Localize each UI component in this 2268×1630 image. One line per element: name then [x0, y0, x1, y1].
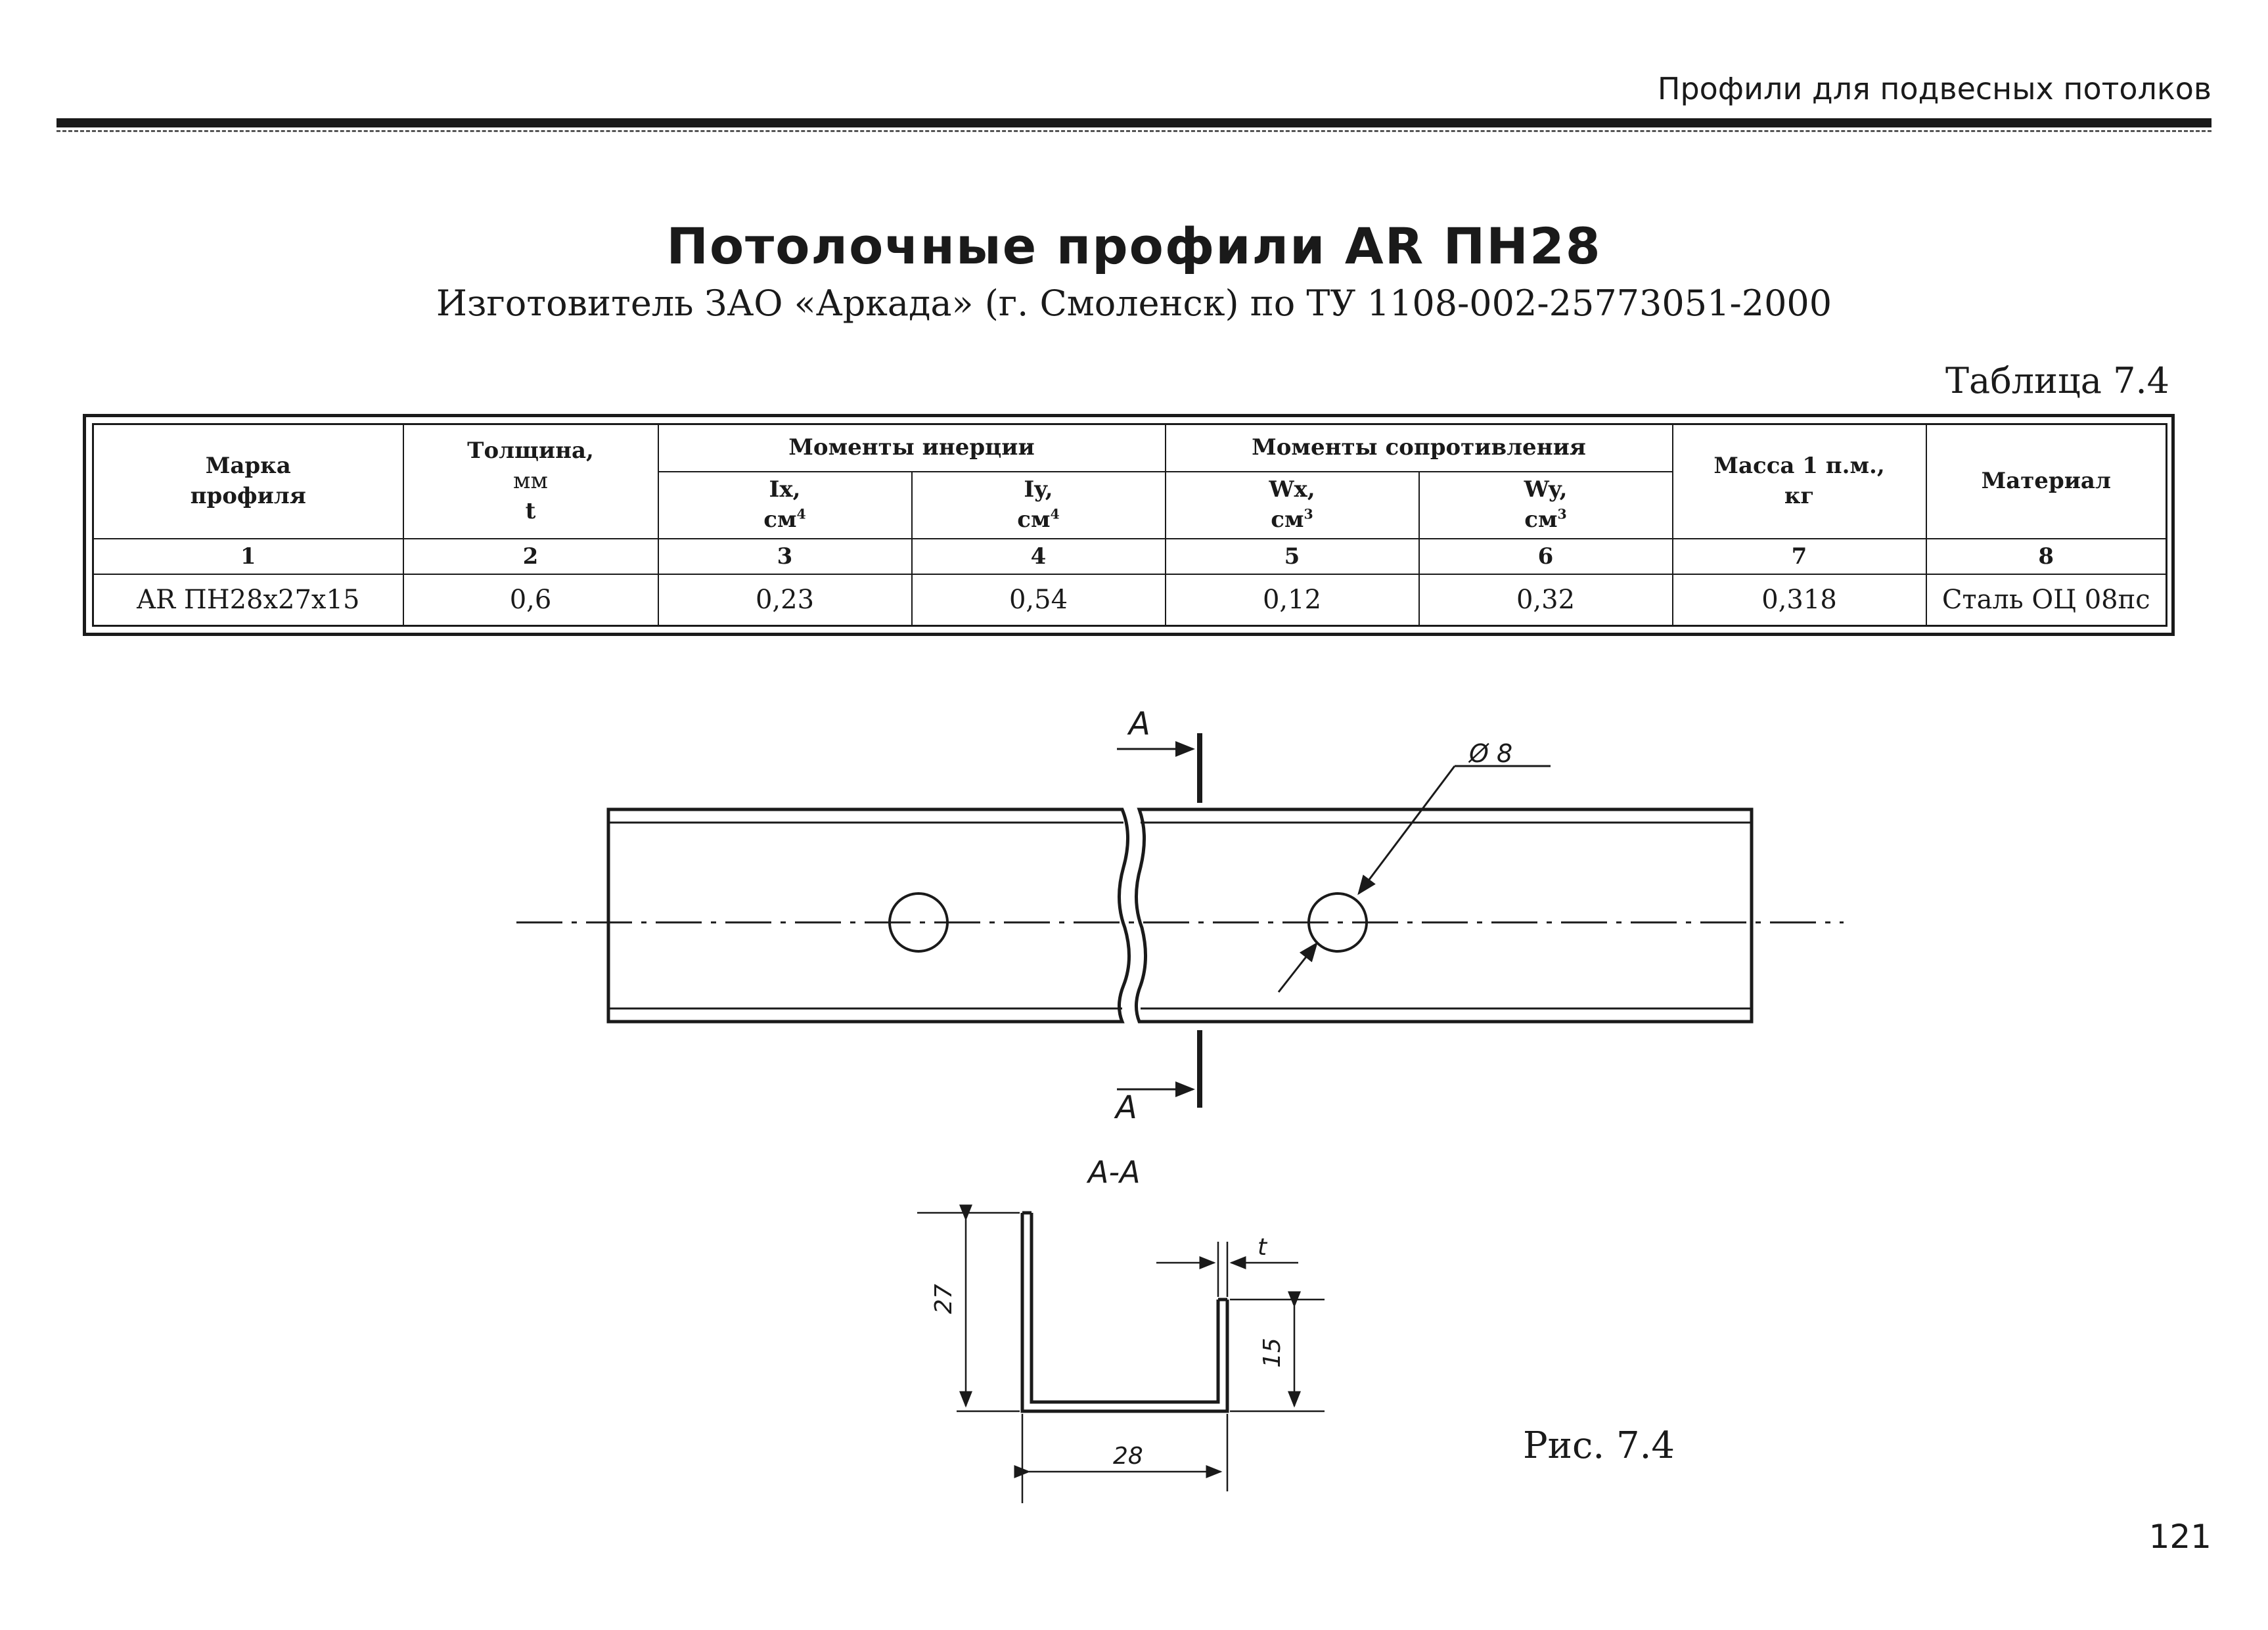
dim-width-label: 28: [1113, 1443, 1143, 1470]
header-resistance: Моменты сопротивления: [1166, 424, 1673, 472]
column-number: 4: [912, 539, 1166, 574]
header-inertia: Моменты инерции: [658, 424, 1166, 472]
page-subtitle: Изготовитель ЗАО «Аркада» (г. Смоленск) по ТУ 1108-002-25773051-2000: [436, 283, 1832, 324]
column-number: 3: [658, 539, 912, 574]
column-number: 6: [1419, 539, 1673, 574]
section-mark-bottom: A: [1116, 1089, 1137, 1126]
column-number: 5: [1166, 539, 1419, 574]
header-material: Материал: [1926, 424, 2167, 539]
header-mark: Марка профиля: [93, 424, 403, 539]
section-mark-top: A: [1129, 706, 1150, 742]
header-wy: Wy, $см^3$: [1419, 472, 1673, 539]
header-iy: Iy, $см^4$: [912, 472, 1166, 539]
cell-ix: 0,23: [658, 574, 912, 626]
cell-thickness: 0,6: [403, 574, 658, 626]
dim-flange-label: 15: [1259, 1338, 1286, 1368]
section-marks: [1117, 733, 1200, 1108]
column-number: 7: [1673, 539, 1926, 574]
header-ix: Ix, $см^4$: [658, 472, 912, 539]
column-number: 2: [403, 539, 658, 574]
cell-wy: 0,32: [1419, 574, 1673, 626]
plan-view: [516, 809, 1844, 1022]
cell-mass: 0,318: [1673, 574, 1926, 626]
section-title: A-A: [1088, 1154, 1141, 1190]
table-caption: Таблица 7.4: [1945, 360, 2169, 401]
cell-material: Сталь ОЦ 08пс: [1926, 574, 2167, 626]
header-thickness: Толщина, мм t: [403, 424, 658, 539]
running-head: Профили для подвесных потолков: [1657, 71, 2211, 106]
column-number: 1: [93, 539, 403, 574]
page-number: 121: [2148, 1518, 2211, 1556]
dim-thickness-label: t: [1258, 1234, 1267, 1261]
figure-caption: Рис. 7.4: [1523, 1424, 1675, 1467]
dim-height-label: 27: [930, 1284, 957, 1314]
page-title: Потолочные профили AR ПН28: [666, 217, 1602, 275]
cell-iy: 0,54: [912, 574, 1166, 626]
section-profile: [1022, 1213, 1227, 1411]
diameter-leader: [1279, 766, 1551, 992]
cell-wx: 0,12: [1166, 574, 1419, 626]
column-number: 8: [1926, 539, 2167, 574]
header-wx: Wx, $см^3$: [1166, 472, 1419, 539]
header-mass: Масса 1 п.м., кг: [1673, 424, 1926, 539]
hole-diameter-label: Ø 8: [1469, 739, 1513, 768]
cell-mark: AR ПН28x27x15: [93, 574, 403, 626]
